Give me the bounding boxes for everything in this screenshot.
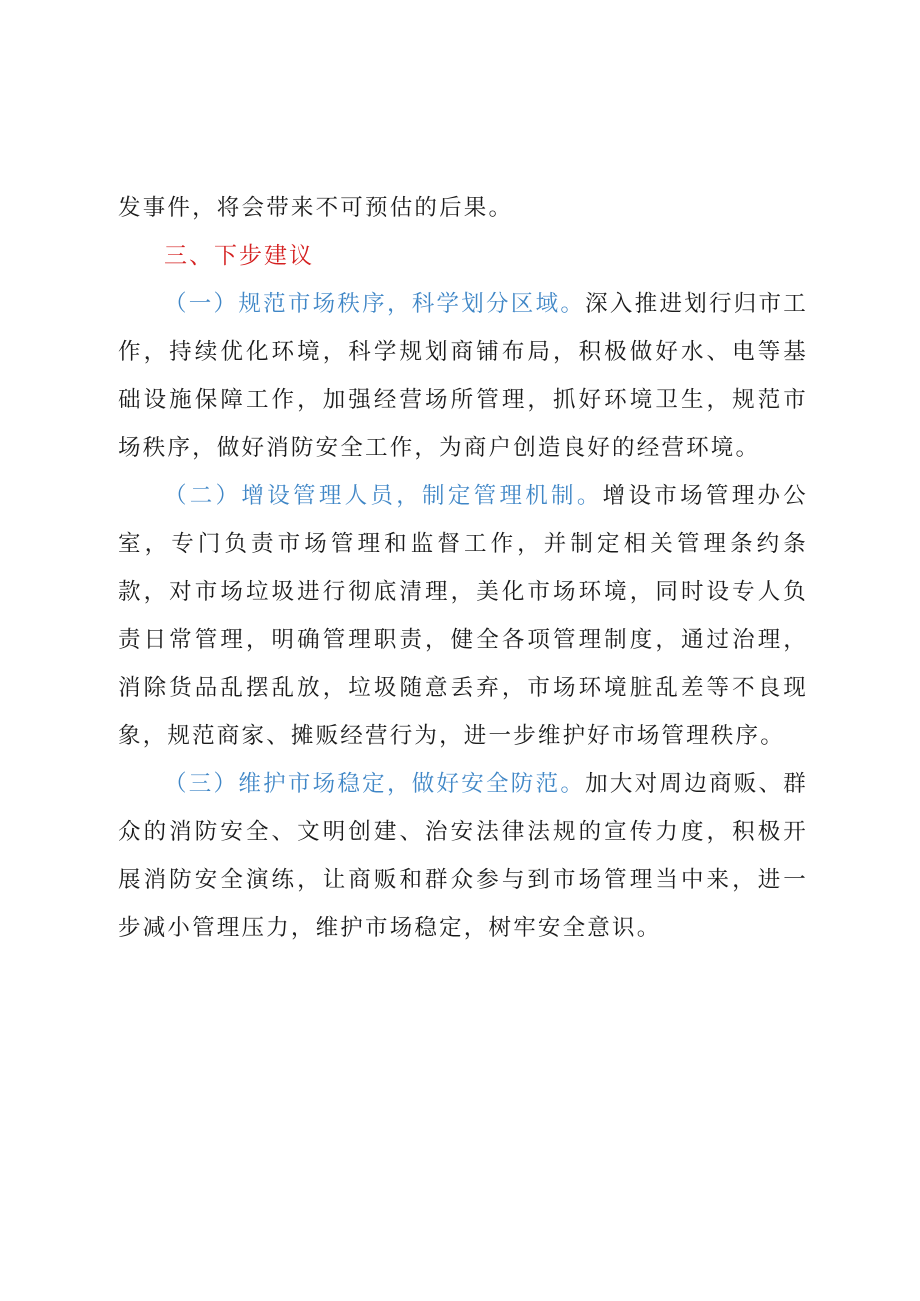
- document-page: [118, 184, 808, 952]
- suggestion-paragraph-1: [118, 280, 808, 472]
- continuation-paragraph: 发事件，将会带来不可预估的后果。: [118, 195, 514, 221]
- suggestion-title-2: （二）增设管理人员，制定管理机制。: [164, 483, 603, 509]
- suggestion-title-3: （三）维护市场稳定，做好安全防范。: [164, 771, 586, 797]
- suggestion-paragraph-3: [118, 760, 808, 952]
- suggestion-body-1: 深入推进划行归市工作，持续优化环境，科学规划商铺布局，积极做好水、电等基础设施保障工作，加强经营场所管理，抓好环境卫生，规范市场秩序，做好消防安全工作，为商户创造良好的经营环境。: [118, 291, 808, 461]
- suggestion-body-2: 增设市场管理办公室，专门负责市场管理和监督工作，并制定相关管理条约条款，对市场垃圾进行彻底清理，美化市场环境，同时设专人负责日常管理，明确管理职责，健全各项管理制度，通过治理，消除货品乱摆乱放，垃圾随意丢弃，市场环境脏乱差等不良现象，规范商家、摊贩经营行为，进一步维护好市场管理秩序。: [118, 483, 808, 749]
- suggestion-paragraph-2: [118, 472, 808, 760]
- section-heading: 三、下步建议: [164, 243, 314, 269]
- suggestion-body-3: 加大对周边商贩、群众的消防安全、文明创建、治安法律法规的宣传力度，积极开展消防安全演练，让商贩和群众参与到市场管理当中来，进一步减小管理压力，维护市场稳定，树牢安全意识。: [118, 771, 808, 941]
- suggestion-title-1: （一）规范市场秩序，科学划分区域。: [164, 291, 586, 317]
